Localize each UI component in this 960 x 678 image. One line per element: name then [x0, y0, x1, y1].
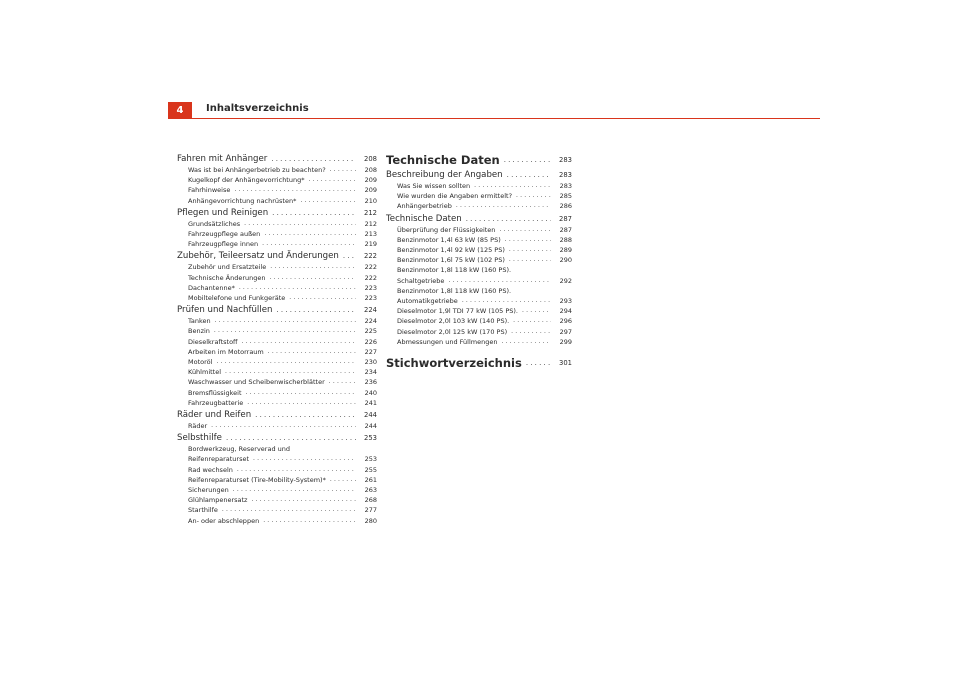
- toc-entry-title: Fahrzeugpflege innen: [188, 240, 259, 249]
- toc-subsection[interactable]: [177, 357, 377, 367]
- toc-entry-title: Räder: [188, 422, 208, 431]
- toc-entry-page: 293: [559, 297, 572, 306]
- dot-leader: [269, 273, 356, 283]
- toc-subsection[interactable]: [177, 485, 377, 495]
- toc-entry-page: 208: [364, 166, 377, 174]
- toc-entry-title: Rad wechseln: [188, 465, 233, 474]
- toc-entry-page: 209: [364, 176, 377, 185]
- toc-entry-page: 287: [559, 225, 572, 234]
- toc-section[interactable]: [386, 169, 572, 181]
- toc-entry-page: 224: [364, 317, 377, 326]
- dot-leader: [474, 181, 551, 191]
- toc-entry-page: 261: [364, 475, 377, 484]
- dot-leader: [522, 306, 551, 316]
- dot-leader: [466, 213, 551, 225]
- toc-entry-title: Prüfen und Nachfüllen: [177, 305, 273, 316]
- toc-entry-title: An- oder abschleppen: [188, 516, 260, 525]
- toc-entry-page: 286: [559, 202, 572, 211]
- toc-entry-page: 253: [364, 434, 377, 443]
- toc-entry-title: Kugelkopf der Anhängevorrichtung*: [188, 176, 305, 185]
- toc-entry-title: Anhängevorrichtung nachrüsten*: [188, 196, 297, 205]
- toc-entry-page: 283: [559, 182, 572, 190]
- toc-entry-title: Reifenreparaturset: [188, 455, 250, 464]
- toc-entry-title: Schaltgetriebe: [397, 276, 445, 285]
- toc-entry-title: Glühlampenersatz: [188, 496, 248, 505]
- dot-leader: [448, 276, 551, 286]
- toc-entry-page: 296: [559, 317, 572, 326]
- toc-subsection[interactable]: [177, 326, 377, 336]
- toc-entry-page: 225: [364, 327, 377, 336]
- dot-leader: [226, 432, 356, 444]
- toc-entry-page: 299: [559, 337, 572, 346]
- toc-section[interactable]: [177, 432, 377, 444]
- toc-entry-page: 292: [559, 276, 572, 285]
- toc-entry-title: Dieselmotor 2,0l 125 kW (170 PS): [397, 327, 508, 336]
- toc-subsection[interactable]: [386, 306, 572, 316]
- dot-leader: [501, 337, 551, 347]
- toc-subsection[interactable]: [177, 465, 377, 475]
- toc-subsection[interactable]: [177, 377, 377, 387]
- dot-leader: [504, 152, 551, 168]
- toc-entry-first-line: Benzinmotor 1,8l 118 kW (160 PS).: [397, 266, 512, 275]
- toc-entry-title: Benzinmotor 1,6l 75 kW (102 PS): [397, 256, 505, 265]
- dot-leader: [509, 255, 551, 265]
- toc-entry-title: Waschwasser und Scheibenwischerblätter: [188, 378, 325, 387]
- dot-leader: [239, 283, 356, 293]
- toc-section[interactable]: [177, 153, 377, 165]
- dot-leader: [300, 196, 356, 206]
- toc-entry-title: Zubehör und Ersatzteile: [188, 263, 267, 272]
- toc-entry-page: 210: [364, 196, 377, 205]
- toc-entry-page: 219: [364, 240, 377, 249]
- dot-leader: [253, 454, 356, 464]
- toc-entry-title: Abmessungen und Füllmengen: [397, 337, 498, 346]
- dot-leader: [216, 357, 356, 367]
- dot-leader: [270, 262, 356, 272]
- toc-entry-title: Motoröl: [188, 358, 213, 367]
- toc-entry-page: 222: [364, 263, 377, 272]
- toc-entry-page: 241: [364, 398, 377, 407]
- toc-entry-page: 222: [364, 252, 377, 261]
- toc-chapter[interactable]: [386, 355, 572, 371]
- toc-subsection[interactable]: [386, 255, 572, 265]
- dot-leader: [462, 296, 551, 306]
- toc-entry-title: Tanken: [188, 317, 211, 326]
- dot-leader: [268, 347, 356, 357]
- toc-entry-title: Reifenreparaturset (Tire-Mobility-System)*: [188, 475, 326, 484]
- dot-leader: [225, 367, 356, 377]
- toc-entry-page: 208: [364, 155, 377, 163]
- toc-entry-title: Technische Änderungen: [188, 273, 266, 282]
- toc-subsection[interactable]: [386, 245, 572, 255]
- dot-leader: [499, 225, 551, 235]
- dot-leader: [516, 191, 551, 201]
- toc-entry-page: 287: [559, 214, 572, 223]
- dot-leader: [513, 316, 551, 326]
- toc-entry-title: Mobiltelefone und Funkgeräte: [188, 294, 286, 303]
- toc-subsection[interactable]: [177, 516, 377, 526]
- dot-leader: [246, 388, 356, 398]
- toc-entry-page: 240: [364, 388, 377, 397]
- toc-entry-first-line: Benzinmotor 1,8l 118 kW (160 PS).: [397, 286, 512, 295]
- toc-subsection[interactable]: [386, 225, 572, 235]
- dot-leader: [234, 185, 356, 195]
- toc-subsection[interactable]: [177, 165, 377, 175]
- toc-entry-page: 213: [364, 230, 377, 239]
- toc-entry-title: Benzinmotor 1,4l 92 kW (125 PS): [397, 246, 505, 255]
- dot-leader: [507, 169, 551, 181]
- toc-subsection[interactable]: [177, 454, 377, 464]
- toc-entry-page: 297: [559, 327, 572, 336]
- toc-subsection[interactable]: [386, 327, 572, 337]
- page-number: 4: [176, 105, 184, 116]
- toc-subsection[interactable]: [177, 293, 377, 303]
- toc-entry-title: Stichwortverzeichnis: [386, 356, 522, 371]
- toc-entry-title: Dachantenne*: [188, 283, 235, 292]
- dot-leader: [247, 398, 356, 408]
- toc-subsection[interactable]: [177, 273, 377, 283]
- toc-subsection[interactable]: [177, 175, 377, 185]
- toc-entry-page: 223: [364, 294, 377, 303]
- dot-leader: [330, 475, 356, 485]
- toc-entry-title: Fahrhinweise: [188, 186, 231, 195]
- section-gap: [386, 347, 572, 355]
- toc-entry-page: 222: [364, 273, 377, 282]
- dot-leader: [271, 153, 356, 165]
- toc-entry-page: 230: [364, 358, 377, 367]
- dot-leader: [215, 316, 356, 326]
- dot-leader: [251, 495, 356, 505]
- toc-entry-title: Technische Daten: [386, 213, 462, 224]
- toc-entry-page: 212: [364, 208, 377, 217]
- toc-entry-title: Anhängerbetrieb: [397, 202, 452, 211]
- dot-leader: [262, 239, 356, 249]
- dot-leader: [343, 250, 356, 262]
- toc-left-column: [177, 152, 377, 526]
- toc-entry-page: 253: [364, 455, 377, 464]
- dot-leader: [505, 235, 551, 245]
- dot-leader: [329, 377, 356, 387]
- toc-entry-page: 226: [364, 337, 377, 346]
- dot-leader: [237, 465, 356, 475]
- toc-entry-title: Räder und Reifen: [177, 410, 252, 421]
- toc-subsection[interactable]: [177, 388, 377, 398]
- dot-leader: [330, 165, 356, 175]
- dot-leader: [222, 505, 356, 515]
- toc-entry-title: Pflegen und Reinigen: [177, 207, 269, 218]
- toc-entry-page: 212: [364, 219, 377, 228]
- toc-subsection[interactable]: [386, 296, 572, 306]
- toc-entry-page: 301: [559, 359, 572, 368]
- toc-entry-title: Zubehör, Teileersatz und Änderungen: [177, 251, 339, 262]
- dot-leader: [242, 337, 356, 347]
- toc-subsection[interactable]: [386, 235, 572, 245]
- toc-subsection[interactable]: [177, 398, 377, 408]
- dot-leader: [511, 327, 551, 337]
- toc-subsection[interactable]: [177, 185, 377, 195]
- toc-subsection[interactable]: [177, 283, 377, 293]
- toc-entry-title: Selbsthilfe: [177, 433, 222, 444]
- toc-entry-title: Bremsflüssigkeit: [188, 388, 242, 397]
- toc-entry-page: 224: [364, 306, 377, 315]
- toc-entry-title: Beschreibung der Angaben: [386, 170, 503, 180]
- toc-entry-title: Dieselmotor 1,9l TDI 77 kW (105 PS).: [397, 307, 518, 316]
- toc-subsection[interactable]: [177, 505, 377, 515]
- toc-entry-title: Dieselmotor 2,0l 103 kW (140 PS).: [397, 317, 510, 326]
- toc-entry-page: 288: [559, 235, 572, 244]
- dot-leader: [244, 219, 356, 229]
- toc-section[interactable]: [177, 304, 377, 316]
- toc-subsection[interactable]: [386, 337, 572, 347]
- dot-leader: [272, 207, 356, 219]
- dot-leader: [263, 516, 356, 526]
- toc-entry-title: Benzin: [188, 327, 210, 336]
- toc-subsection[interactable]: [177, 219, 377, 229]
- toc-subsection[interactable]: [177, 229, 377, 239]
- toc-entry-page: 209: [364, 186, 377, 195]
- toc-section[interactable]: [386, 213, 572, 225]
- toc-entry-page: 255: [364, 465, 377, 474]
- toc-subsection[interactable]: [177, 196, 377, 206]
- toc-entry-page: 294: [559, 307, 572, 316]
- toc-entry-title: Fahrzeugpflege außen: [188, 230, 261, 239]
- toc-subsection[interactable]: [177, 347, 377, 357]
- dot-leader: [211, 421, 356, 431]
- toc-entry-title: Dieselkraftstoff: [188, 337, 238, 346]
- toc-entry-title: Grundsätzliches: [188, 219, 241, 228]
- toc-entry-page: 263: [364, 486, 377, 495]
- header-divider: [168, 118, 820, 119]
- toc-section[interactable]: [177, 207, 377, 219]
- toc-entry-title: Kühlmittel: [188, 368, 222, 377]
- toc-subsection[interactable]: [386, 276, 572, 286]
- toc-entry-page: 283: [559, 171, 572, 179]
- toc-subsection[interactable]: [177, 337, 377, 347]
- dot-leader: [308, 175, 356, 185]
- toc-entry-title: Sicherungen: [188, 486, 229, 495]
- toc-entry-title: Starthilfe: [188, 506, 218, 515]
- toc-entry-title: Was Sie wissen sollten: [397, 182, 471, 190]
- dot-leader: [509, 245, 551, 255]
- dot-leader: [264, 229, 356, 239]
- toc-subsection[interactable]: [177, 239, 377, 249]
- toc-entry-title: Überprüfung der Flüssigkeiten: [397, 225, 496, 234]
- dot-leader: [526, 355, 551, 371]
- dot-leader: [233, 485, 356, 495]
- toc-entry-page: 280: [364, 516, 377, 525]
- toc-subsection[interactable]: [177, 495, 377, 505]
- toc-entry-page: 227: [364, 347, 377, 356]
- toc-entry-title: Fahren mit Anhänger: [177, 154, 268, 164]
- toc-entry-page: 234: [364, 368, 377, 377]
- toc-entry-page: 285: [559, 192, 572, 201]
- toc-entry-title: Was ist bei Anhängerbetrieb zu beachten?: [188, 166, 326, 174]
- toc-right-column: [386, 152, 572, 371]
- toc-subsection[interactable]: [177, 262, 377, 272]
- toc-section[interactable]: [177, 250, 377, 262]
- toc-entry-page: 268: [364, 496, 377, 505]
- toc-entry-page: 244: [364, 411, 377, 420]
- toc-entry-title: Fahrzeugbatterie: [188, 398, 244, 407]
- dot-leader: [456, 201, 551, 211]
- toc-entry-page: 290: [559, 256, 572, 265]
- dot-leader: [289, 293, 356, 303]
- toc-subsection[interactable]: [177, 475, 377, 485]
- toc-entry-page: 244: [364, 422, 377, 431]
- toc-chapter[interactable]: [386, 152, 572, 168]
- toc-entry-page: 223: [364, 283, 377, 292]
- toc-entry-title: Arbeiten im Motorraum: [188, 347, 264, 356]
- toc-entry-title: Wie wurden die Angaben ermittelt?: [397, 192, 513, 201]
- dot-leader: [255, 409, 356, 421]
- toc-entry-title: Benzinmotor 1,4l 63 kW (85 PS): [397, 235, 501, 244]
- toc-entry-page: 236: [364, 378, 377, 387]
- dot-leader: [276, 304, 356, 316]
- toc-entry-page: 289: [559, 246, 572, 255]
- page-title: Inhaltsverzeichnis: [206, 103, 309, 114]
- dot-leader: [214, 326, 356, 336]
- toc-entry-first-line: Bordwerkzeug, Reserverad und: [188, 445, 291, 454]
- toc-subsection[interactable]: [177, 421, 377, 431]
- toc-entry-page: 283: [559, 156, 572, 164]
- toc-subsection[interactable]: [386, 191, 572, 201]
- toc-section[interactable]: [177, 409, 377, 421]
- toc-subsection[interactable]: [386, 181, 572, 191]
- toc-subsection[interactable]: [386, 201, 572, 211]
- toc-subsection[interactable]: [177, 367, 377, 377]
- toc-subsection[interactable]: [177, 316, 377, 326]
- toc-entry-title: Technische Daten: [386, 153, 500, 167]
- toc-entry-page: 277: [364, 506, 377, 515]
- toc-subsection[interactable]: [386, 316, 572, 326]
- toc-entry-title: Automatikgetriebe: [397, 297, 458, 306]
